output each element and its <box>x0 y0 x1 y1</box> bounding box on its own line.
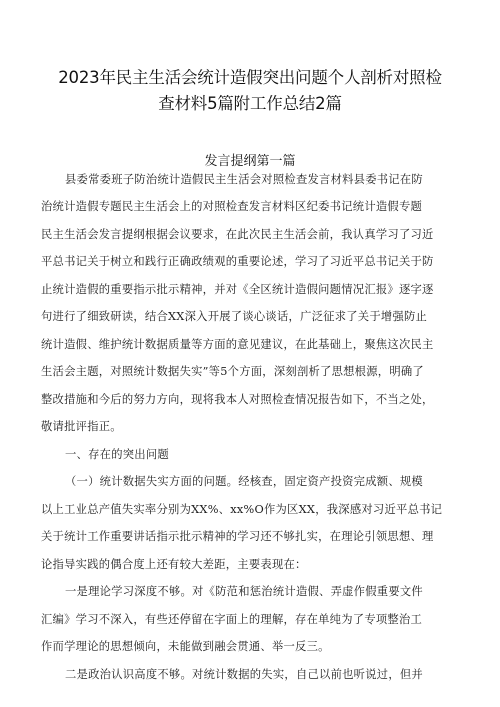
section-heading-problems: 一、存在的突出问题 <box>65 448 169 461</box>
body-line: 止统计造假的重要指示批示精神，并对《全区统计造假问题情况汇报》逐字逐 <box>41 283 434 296</box>
body-line: 生活会主题，对照统计数据失实”等5个方面，深刻剖析了思想根源，明确了 <box>41 365 424 378</box>
body-line: 以上工业总产值失实率分别为XX%、xx%O作为区XX，我深感对习近平总书记 <box>41 503 443 516</box>
body-line: 民主生活会发言提纲根据会议要求，在此次民主生活会前，我认真学习了习近 <box>41 228 434 241</box>
body-line: 县委常委班子防治统计造假民主生活会对照检查发言材料县委书记在防 <box>65 173 423 186</box>
body-line: 平总书记关于树立和践行正确政绩观的重要论述，学习了习近平总书记关于防 <box>41 255 434 268</box>
body-line: 整改措施和今后的努力方向，现将我本人对照检查情况报告如下，不当之处， <box>41 393 434 406</box>
body-line: 关于统计工作重要讲话指示批示精神的学习还不够扎实，在理论引领思想、理 <box>41 530 434 543</box>
body-line: （一）统计数据失实方面的问题。经核查，固定资产投资完成额、规模 <box>65 475 423 488</box>
body-line: 一是理论学习深度不够。对《防范和惩治统计造假、弄虚作假重要文件 <box>65 585 423 598</box>
body-line: 作而学理论的思想倾向，未能做到融会贯通、举一反三。 <box>41 640 330 653</box>
body-line: 汇编》学习不深入，有些还停留在字面上的理解，存在单纯为了专项整治工 <box>41 613 423 626</box>
body-line: 治统计造假专题民主生活会上的对照检查发言材料区纪委书记统计造假专题 <box>41 200 423 213</box>
section-heading: 发言提纲第一篇 <box>204 154 296 169</box>
body-line: 句进行了细致研读，结合XX深入开展了谈心谈话，广泛征求了关于增强防止 <box>41 310 428 323</box>
body-line: 敬请批评指正。 <box>41 420 122 433</box>
document-title-line-2: 查材料5篇附工作总结2篇 <box>158 94 342 113</box>
body-line: 二是政治认识高度不够。对统计数据的失实，自己以前也听说过，但并 <box>65 668 423 681</box>
body-line: 论指导实践的偶合度上还有较大差距，主要表现在： <box>41 558 307 571</box>
body-line: 统计造假、维护统计数据质量等方面的意见建议，在此基础上，聚焦这次民主 <box>41 338 434 351</box>
document-title-line-1: 2023年民主生活会统计造假突出问题个人剖析对照检 <box>58 68 442 87</box>
